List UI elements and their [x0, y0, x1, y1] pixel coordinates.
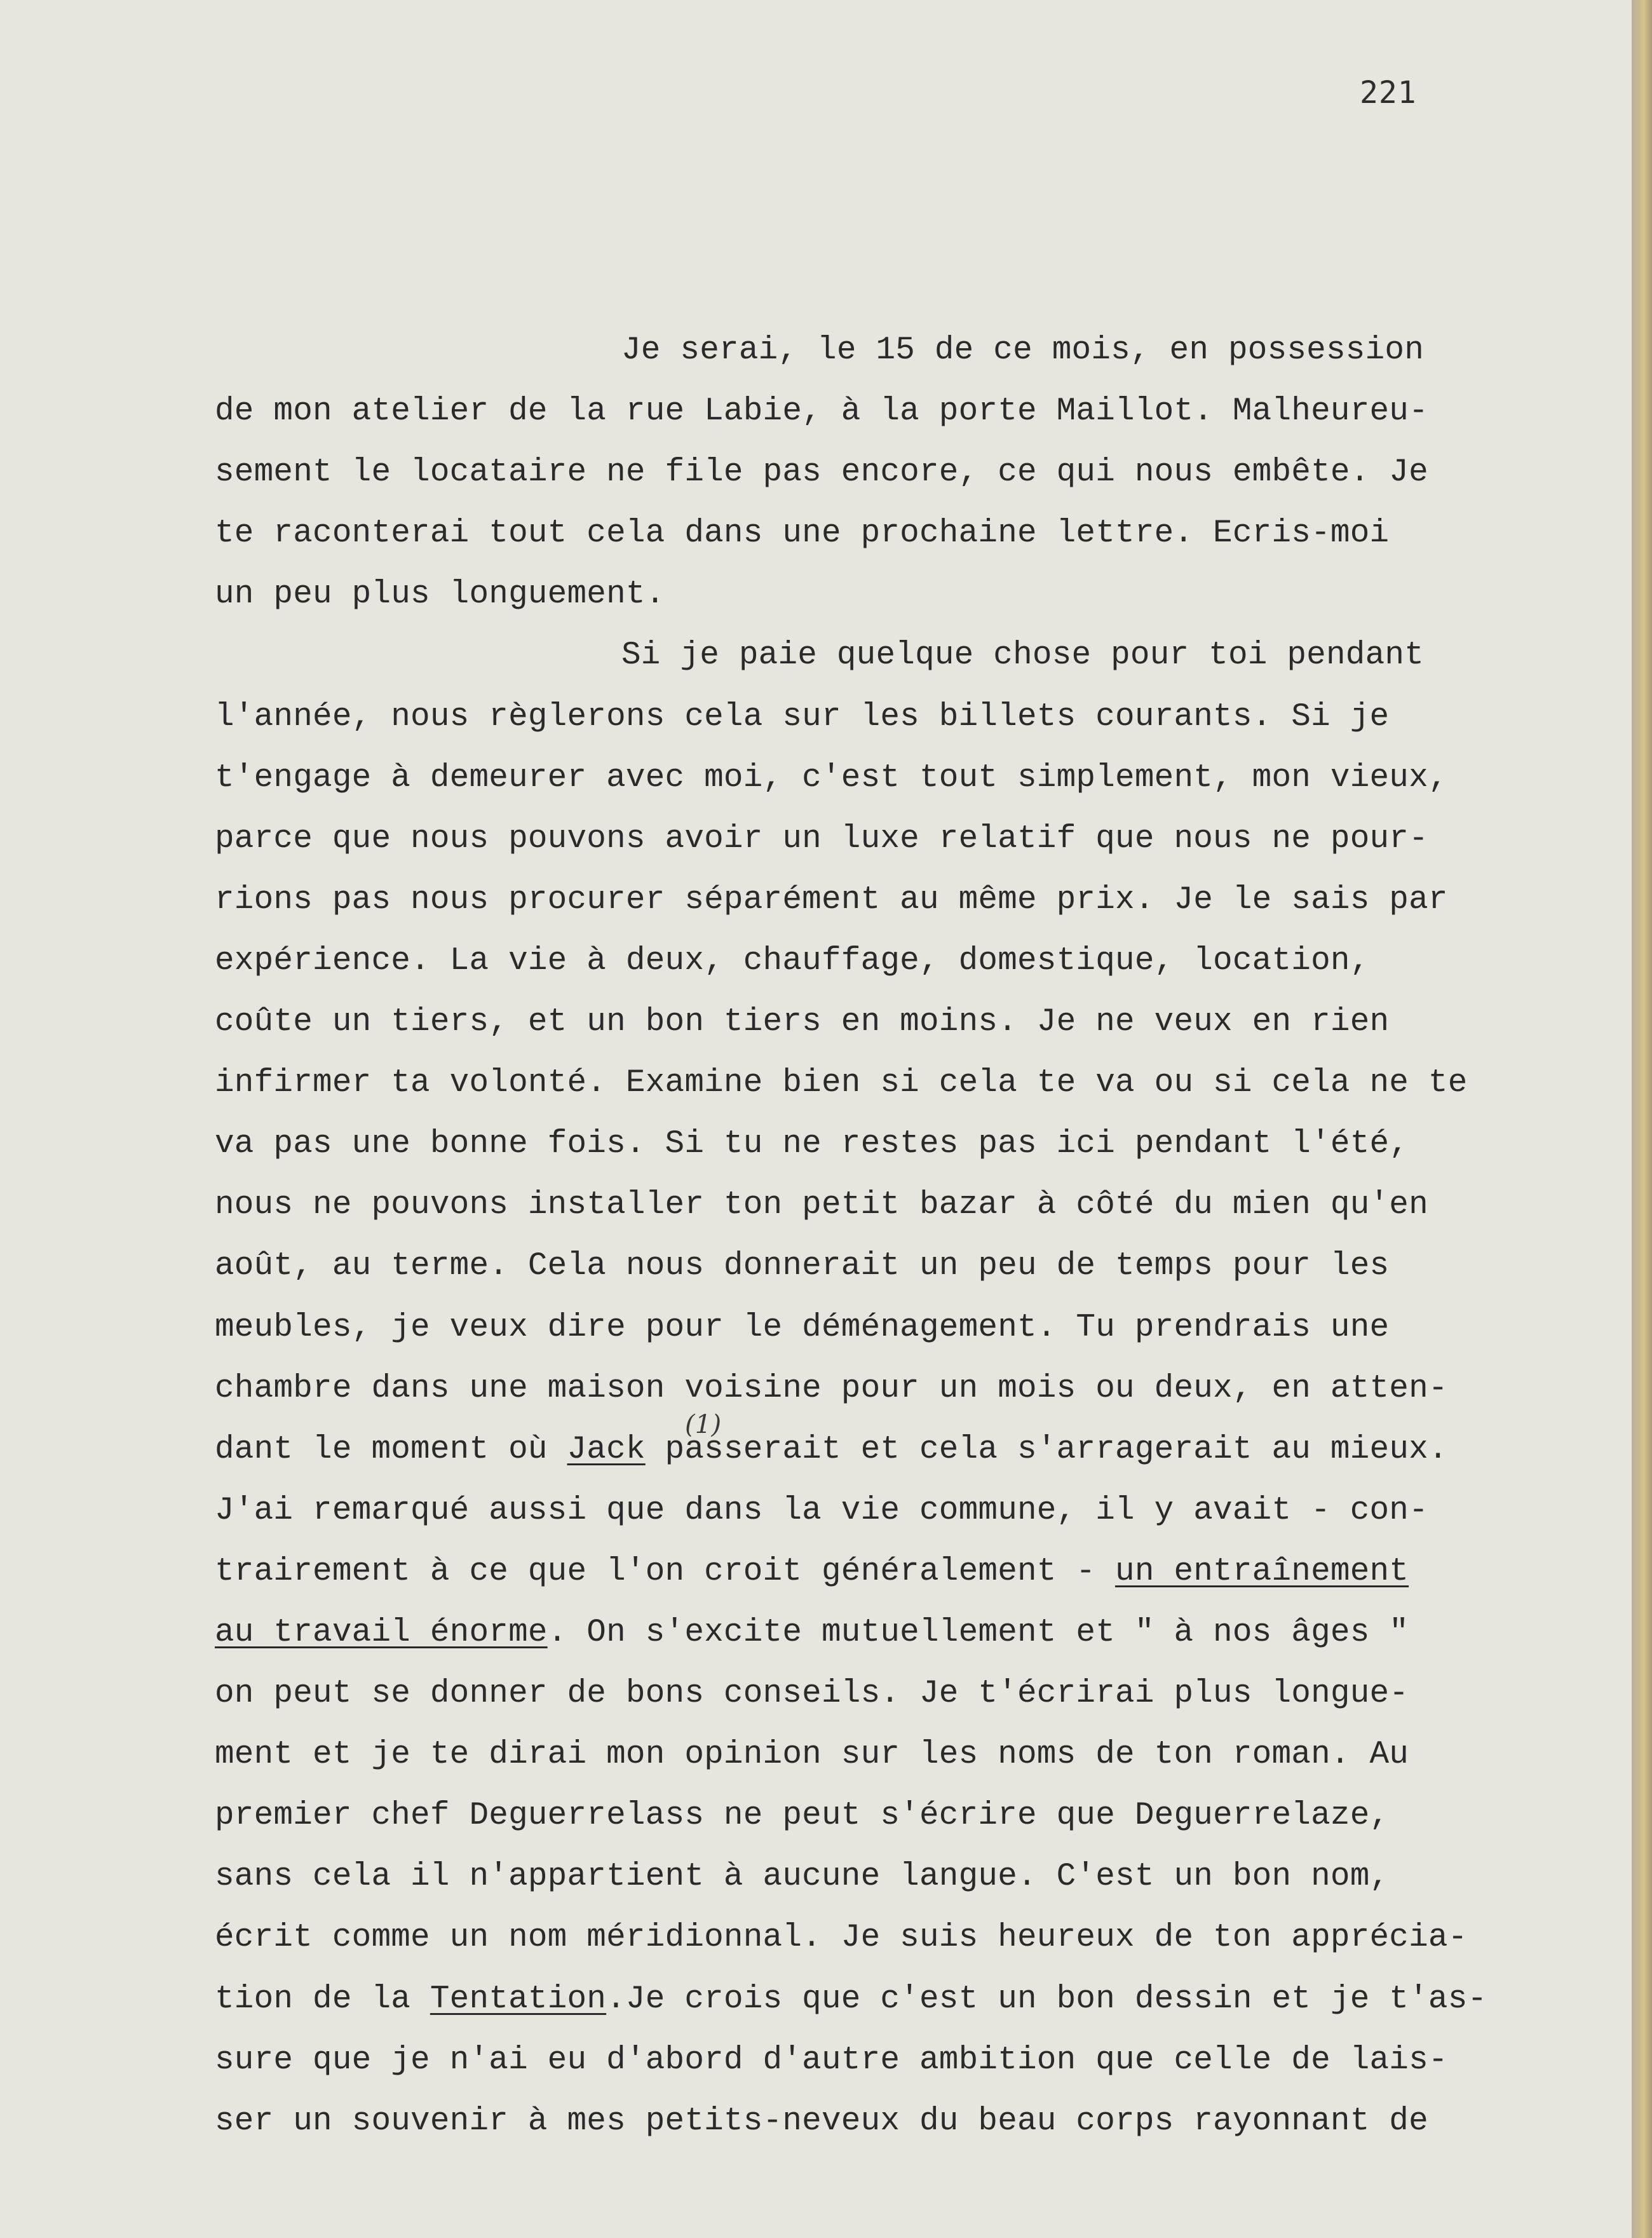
text-line: [215, 1730, 1600, 1791]
underlined-text: Tentation: [430, 1981, 607, 2018]
line-text: [215, 1737, 1409, 1773]
text-segment: août, au terme. Cela nous donnerait un peu de temps pour les: [215, 1248, 1390, 1285]
text-segment: passerait et cela s'arragerait au mieux.: [645, 1431, 1448, 1468]
line-text: [215, 1310, 1389, 1346]
text-segment: Si je paie quelque chose pour toi pendant: [621, 637, 1425, 674]
text-line: [215, 508, 1600, 569]
text-line: [215, 1058, 1600, 1119]
line-text: [215, 1615, 1409, 1651]
text-line: [215, 692, 1600, 753]
line-text: [215, 1676, 1409, 1712]
text-segment: chambre dans une maison voisine pour un mois ou deux, en atten-: [215, 1370, 1448, 1407]
text-line: [215, 2096, 1600, 2157]
text-segment: va pas une bonne fois. Si tu ne restes pas ici pendant l'été,: [215, 1126, 1409, 1163]
text-segment: sans cela il n'appartient à aucune langue. C'est un bon nom,: [215, 1859, 1390, 1896]
text-line: [215, 447, 1600, 508]
line-text: [215, 454, 1428, 491]
line-text: [215, 699, 1389, 735]
text-line: [215, 1608, 1600, 1669]
text-line: [215, 875, 1600, 936]
underlined-text: un entraînement: [1115, 1553, 1409, 1590]
text-line: [215, 1791, 1600, 1852]
text-segment: tion de la: [215, 1981, 430, 2018]
text-segment: premier chef Deguerrelass ne peut s'écrire que Deguerrelaze,: [215, 1798, 1390, 1834]
text-line: [215, 1669, 1600, 1730]
text-segment: coûte un tiers, et un bon tiers en moins. Je ne veux en rien: [215, 1004, 1390, 1041]
line-text: [215, 576, 665, 613]
text-line: [215, 569, 1600, 630]
text-segment: de mon atelier de la rue Labie, à la porte Maillot. Malheureu-: [215, 393, 1428, 430]
underlined-text: au travail énorme: [215, 1614, 548, 1651]
underlined-text: Jack: [567, 1431, 646, 1468]
text-segment: ment et je te dirai mon opinion sur les noms de ton roman. Au: [215, 1737, 1409, 1773]
letter-body: [215, 325, 1600, 2157]
text-line: [215, 997, 1600, 1058]
text-segment: te raconterai tout cela dans une prochaine lettre. Ecris-moi: [215, 515, 1390, 552]
line-text: [215, 515, 1389, 552]
text-segment: meubles, je veux dire pour le déménagement. Tu prendrais une: [215, 1309, 1390, 1346]
text-segment: t'engage à demeurer avec moi, c'est tout simplement, mon vieux,: [215, 759, 1448, 796]
text-segment: un peu plus longuement.: [215, 576, 665, 613]
line-text: [215, 1126, 1409, 1162]
line-text: [215, 1004, 1389, 1040]
text-segment: .Je crois que c'est un bon dessin et je t'as-: [606, 1981, 1487, 2018]
line-text: [215, 332, 1424, 369]
text-segment: sement le locataire ne file pas encore, ce qui nous embête. Je: [215, 454, 1428, 491]
text-segment: J'ai remarqué aussi que dans la vie commune, il y avait - con-: [215, 1492, 1428, 1529]
text-segment: trairement à ce que l'on croit généralement -: [215, 1553, 1116, 1590]
line-text: [215, 1248, 1389, 1284]
text-segment: écrit comme un nom méridionnal. Je suis heureux de ton apprécia-: [215, 1920, 1468, 1957]
line-text: [215, 393, 1428, 430]
line-text: [215, 1371, 1448, 1407]
line-text: [215, 637, 1424, 674]
text-segment: Je serai, le 15 de ce mois, en possession: [621, 332, 1425, 369]
line-text: [215, 1920, 1468, 1956]
text-line: [215, 1409, 1600, 1486]
text-line: [215, 1119, 1600, 1180]
text-segment: nous ne pouvons installer ton petit bazar à côté du mien qu'en: [215, 1187, 1428, 1224]
text-segment: rions pas nous procurer séparément au même prix. Je le sais par: [215, 881, 1448, 918]
line-text: [215, 1493, 1428, 1529]
text-line: [215, 1241, 1600, 1302]
line-text: [215, 821, 1428, 857]
text-segment: infirmer ta volonté. Examine bien si cela te va ou si cela ne te: [215, 1065, 1468, 1102]
text-line: [215, 1852, 1600, 1913]
text-segment: expérience. La vie à deux, chauffage, domestique, location,: [215, 942, 1370, 979]
text-line: [215, 1913, 1600, 1974]
line-text: [215, 882, 1448, 918]
text-segment: on peut se donner de bons conseils. Je t'écrirai plus longue-: [215, 1676, 1409, 1712]
line-text: [215, 1859, 1389, 1895]
text-line: [215, 814, 1600, 875]
line-text: [215, 2103, 1428, 2140]
line-text: [215, 1432, 1448, 1468]
text-segment: l'année, nous règlerons cela sur les billets courants. Si je: [215, 698, 1390, 735]
text-line: [215, 325, 1600, 386]
line-text: [215, 1981, 1487, 2018]
text-segment: sure que je n'ai eu d'abord d'autre ambition que celle de lais-: [215, 2042, 1448, 2079]
text-line: [215, 1547, 1600, 1608]
text-line: [215, 386, 1600, 447]
text-line: [215, 1364, 1600, 1425]
text-line: [215, 1180, 1600, 1241]
line-text: [215, 1065, 1468, 1101]
line-text: [215, 1187, 1428, 1223]
footnote-marker: (1): [685, 1409, 722, 1439]
text-line: [215, 2035, 1600, 2096]
text-segment: . On s'excite mutuellement et " à nos âges ": [547, 1614, 1409, 1651]
text-line: [215, 630, 1600, 691]
text-segment: parce que nous pouvons avoir un luxe relatif que nous ne pour-: [215, 820, 1428, 857]
text-line: [215, 1486, 1600, 1547]
text-line: [215, 753, 1600, 814]
line-text: [215, 1798, 1389, 1834]
text-line: [215, 936, 1600, 997]
line-text: [215, 1554, 1409, 1590]
line-text: [215, 943, 1370, 979]
text-segment: ser un souvenir à mes petits-neveux du beau corps rayonnant de: [215, 2103, 1428, 2140]
line-text: [215, 760, 1448, 796]
page-number: 221: [1360, 75, 1417, 111]
text-line: [215, 1974, 1600, 2035]
text-segment: dant le moment où: [215, 1431, 567, 1468]
line-text: [215, 2042, 1448, 2079]
text-line: [215, 1303, 1600, 1364]
page-edge: [1632, 0, 1652, 2238]
